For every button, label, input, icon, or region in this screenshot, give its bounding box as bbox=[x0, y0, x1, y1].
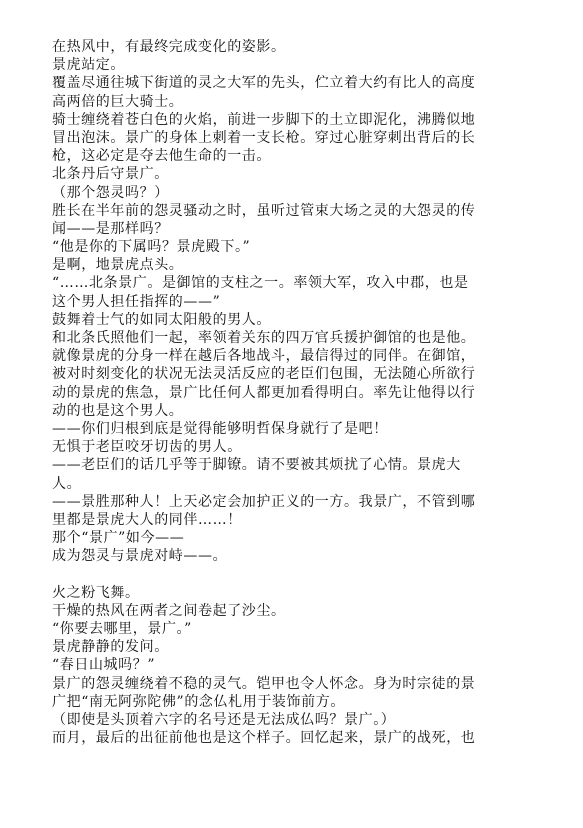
text-line: 枪，这必定是夺去他生命的一击。 bbox=[52, 148, 271, 165]
text-line: 动的也是这个男人。 bbox=[52, 402, 184, 419]
text-line: 高两倍的巨大骑士。 bbox=[52, 93, 184, 110]
text-line: “你要去哪里，景广。” bbox=[52, 621, 192, 637]
text-line: ——景胜那种人！上天必定会加护正义的一方。我景广，不管到哪 bbox=[52, 493, 476, 510]
text-line: 在热风中，有最终完成变化的姿影。 bbox=[52, 39, 286, 55]
text-line: 胜长在半年前的怨灵骚动之时，虽听过管束大场之灵的大怨灵的传 bbox=[52, 202, 476, 219]
text-line: 这个男人担任指挥的——” bbox=[52, 293, 221, 310]
text-line: 冒出泡沫。景广的身体上刺着一支长枪。穿过心脏穿刺出背后的长 bbox=[52, 129, 476, 146]
text-line: 广把“南无阿弥陀佛”的念仏札用于装饰前方。 bbox=[52, 693, 345, 710]
text-line: 里都是景虎大人的同伴……！ bbox=[52, 511, 242, 528]
text-line: 无惧于老臣咬牙切齿的男人。 bbox=[52, 439, 242, 456]
paragraph-gap bbox=[52, 565, 552, 583]
text-line: （那个怨灵吗？） bbox=[52, 184, 169, 201]
text-line: 被对时刻变化的状况无法灵活反应的老臣们包围，无法随心所欲行 bbox=[52, 366, 476, 383]
text-line: 是啊，地景虎点头。 bbox=[52, 257, 184, 274]
document-body bbox=[52, 38, 552, 747]
text-line: 覆盖尽通往城下街道的灵之大军的先头，伫立着大约有比人的高度 bbox=[52, 75, 476, 92]
text-line: 景广的怨灵缠绕着不稳的灵气。铠甲也令人怀念。身为时宗徒的景 bbox=[52, 675, 476, 692]
text-line: 闻——是那样吗？ bbox=[52, 220, 169, 237]
text-line: ——你们归根到底是觉得能够明哲保身就行了是吧！ bbox=[52, 420, 388, 437]
text-line: 而月，最后的出征前他也是这个样子。回忆起来，景广的战死，也 bbox=[52, 730, 476, 747]
text-line: （即使是头顶着六字的名号还是无法成仏吗？景广。） bbox=[52, 711, 396, 728]
text-line: 景虎静静的发问。 bbox=[52, 639, 169, 656]
text-line: 成为怨灵与景虎对峙——。 bbox=[52, 548, 228, 565]
text-line: 干燥的热风在两者之间卷起了沙尘。 bbox=[52, 602, 286, 619]
text-line: 人。 bbox=[52, 475, 82, 492]
text-line: 火之粉飞舞。 bbox=[52, 584, 140, 601]
text-line: “……北条景广。是御馆的支柱之一。率领大军，攻入中郡，也是 bbox=[52, 275, 469, 292]
text-line: 北条丹后守景广。 bbox=[52, 166, 169, 183]
text-line: 动的景虎的焦急，景广比任何人都更加看得明白。率先让他得以行 bbox=[52, 384, 476, 401]
text-line: 就像景虎的分身一样在越后各地战斗，最信得过的同伴。在御馆， bbox=[52, 348, 476, 365]
text-line: 景虎站定。 bbox=[52, 57, 125, 74]
text-line: 鼓舞着士气的如同太阳般的男人。 bbox=[52, 311, 271, 328]
text-line: 骑士缠绕着苍白色的火焰，前进一步脚下的土立即泥化，沸腾似地 bbox=[52, 111, 476, 128]
text-line: “春日山城吗？” bbox=[52, 657, 156, 674]
text-line: 那个“景广”如今—— bbox=[52, 530, 185, 547]
text-line: 和北条氏照他们一起，率领着关东的四万官兵援护御馆的也是他。 bbox=[52, 330, 476, 346]
text-line: “他是你的下属吗？景虎殿下。” bbox=[52, 239, 251, 256]
text-line: ——老臣们的话几乎等于脚镣。请不要被其烦扰了心情。景虎大 bbox=[52, 457, 461, 474]
